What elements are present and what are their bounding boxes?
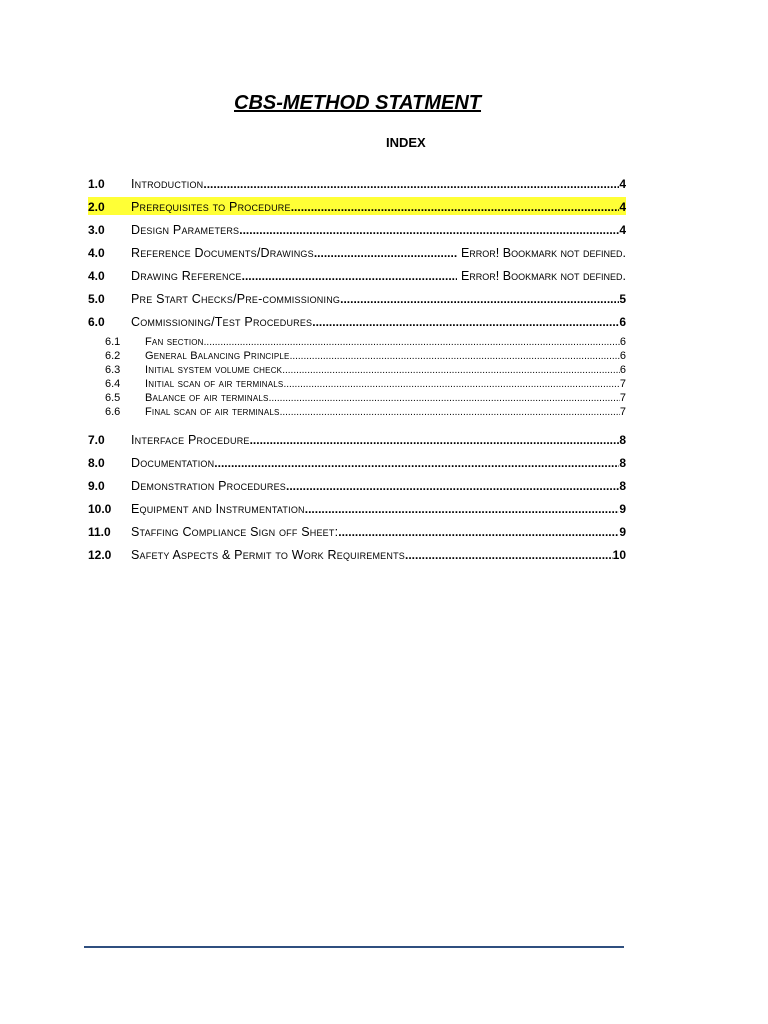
toc-page-number: 6 [619, 364, 626, 376]
toc-entry[interactable] [88, 220, 626, 238]
toc-entry[interactable] [88, 453, 626, 471]
toc-dot-leader [283, 378, 619, 391]
toc-dot-leader [242, 268, 457, 284]
toc-entry-title: Commissioning/Test Procedures [131, 315, 313, 329]
toc-dot-leader [269, 392, 620, 405]
toc-entry-title: Interface Procedure [131, 433, 250, 447]
toc-dot-leader [239, 222, 619, 238]
toc-page-number: 6 [619, 336, 626, 348]
toc-dot-leader [280, 406, 620, 419]
toc-entry-number: 4.0 [88, 269, 105, 283]
toc-subentry[interactable] [88, 405, 626, 419]
toc-entry-number: 3.0 [88, 223, 105, 237]
toc-subentry[interactable] [88, 363, 626, 377]
toc-entry[interactable] [88, 266, 626, 284]
toc-entry-title: Pre Start Checks/Pre-commissioning [131, 292, 341, 306]
toc-entry-title: Initial system volume check [145, 364, 283, 376]
toc-dot-leader [338, 524, 619, 540]
toc-dot-leader [405, 547, 613, 563]
toc-subentry[interactable] [88, 377, 626, 391]
toc-entry-title: Design Parameters [131, 223, 240, 237]
document-title: CBS-METHOD STATMENT [234, 92, 482, 114]
toc-entry-title: Safety Aspects & Permit to Work Requirements [131, 548, 405, 562]
toc-error-text: Error! Bookmark not defined. [460, 269, 626, 283]
toc-entry[interactable] [88, 174, 626, 192]
toc-entry[interactable] [88, 197, 626, 215]
toc-entry-number: 6.0 [88, 315, 105, 329]
toc-entry-title: Reference Documents/Drawings [131, 246, 314, 260]
toc-dot-leader [305, 501, 620, 517]
toc-entry-number: 6.1 [105, 336, 121, 348]
toc-dot-leader [286, 478, 619, 494]
toc-entry-number: 6.5 [105, 392, 121, 404]
toc-entry[interactable] [88, 289, 626, 307]
toc-dot-leader [204, 336, 620, 349]
toc-page-number: 10 [612, 548, 626, 562]
toc-entry-number: 12.0 [88, 548, 112, 562]
toc-page-number: 8 [619, 456, 626, 470]
toc-dot-leader [203, 176, 619, 192]
toc-entry-title: Demonstration Procedures [131, 479, 286, 493]
toc-page-number: 5 [619, 292, 626, 306]
toc-dot-leader [291, 199, 620, 215]
toc-entry-number: 5.0 [88, 292, 105, 306]
footer-rule [84, 946, 624, 948]
toc-page-number: 4 [619, 200, 626, 214]
toc-dot-leader [314, 245, 457, 261]
toc-page-number: 4 [619, 177, 626, 191]
toc-entry-title: Initial scan of air terminals [145, 378, 284, 390]
toc-entry[interactable] [88, 312, 626, 330]
toc-subentry[interactable] [88, 349, 626, 363]
toc-entry-title: Drawing Reference [131, 269, 242, 283]
toc-dot-leader [214, 455, 619, 471]
toc-entry[interactable] [88, 476, 626, 494]
toc-entry-number: 10.0 [88, 502, 112, 516]
toc-entry-number: 6.2 [105, 350, 121, 362]
toc-page-number: 9 [619, 502, 626, 516]
toc-entry-number: 8.0 [88, 456, 105, 470]
toc-entry-number: 4.0 [88, 246, 105, 260]
toc-entry-number: 6.3 [105, 364, 121, 376]
toc-entry-title: Fan section [145, 336, 204, 348]
toc-entry[interactable] [88, 430, 626, 448]
toc-entry-number: 1.0 [88, 177, 105, 191]
toc-entry[interactable] [88, 545, 626, 563]
toc-dot-leader [340, 291, 619, 307]
toc-entry-title: Balance of air terminals [145, 392, 269, 404]
toc-dot-leader [282, 364, 620, 377]
toc-entry-title: Introduction [131, 177, 204, 191]
toc-entry[interactable] [88, 522, 626, 540]
toc-entry-title: Final scan of air terminals [145, 406, 280, 418]
toc-page-number: 6 [619, 350, 626, 362]
toc-entry-title: Equipment and Instrumentation [131, 502, 305, 516]
toc-dot-leader [312, 314, 619, 330]
toc-entry-number: 7.0 [88, 433, 105, 447]
toc-subentry[interactable] [88, 391, 626, 405]
toc-page-number: 7 [619, 406, 626, 418]
toc-page-number: 8 [619, 479, 626, 493]
toc-entry-number: 11.0 [88, 525, 111, 539]
toc-page-number: 9 [619, 525, 626, 539]
index-heading: INDEX [386, 135, 426, 150]
toc-dot-leader [290, 350, 620, 363]
toc-entry-number: 6.6 [105, 406, 121, 418]
toc-entry-title: General Balancing Principle [145, 350, 290, 362]
toc-page-number: 6 [619, 315, 626, 329]
toc-page-number: 8 [619, 433, 626, 447]
toc-page-number: 7 [619, 378, 626, 390]
toc-dot-leader [250, 432, 620, 448]
toc-entry-title: Prerequisites to Procedure [131, 200, 291, 214]
toc-entry-number: 9.0 [88, 479, 105, 493]
toc-page-number: 4 [619, 223, 626, 237]
toc-entry-title: Documentation [131, 456, 215, 470]
toc-page-number: 7 [619, 392, 626, 404]
toc-entry-number: 6.4 [105, 378, 121, 390]
toc-entry[interactable] [88, 499, 626, 517]
toc-entry[interactable] [88, 243, 626, 261]
toc-entry-number: 2.0 [88, 200, 105, 214]
toc-subentry[interactable] [88, 335, 626, 349]
toc-error-text: Error! Bookmark not defined. [460, 246, 626, 260]
toc-entry-title: Staffing Compliance Sign off Sheet: [131, 525, 339, 539]
